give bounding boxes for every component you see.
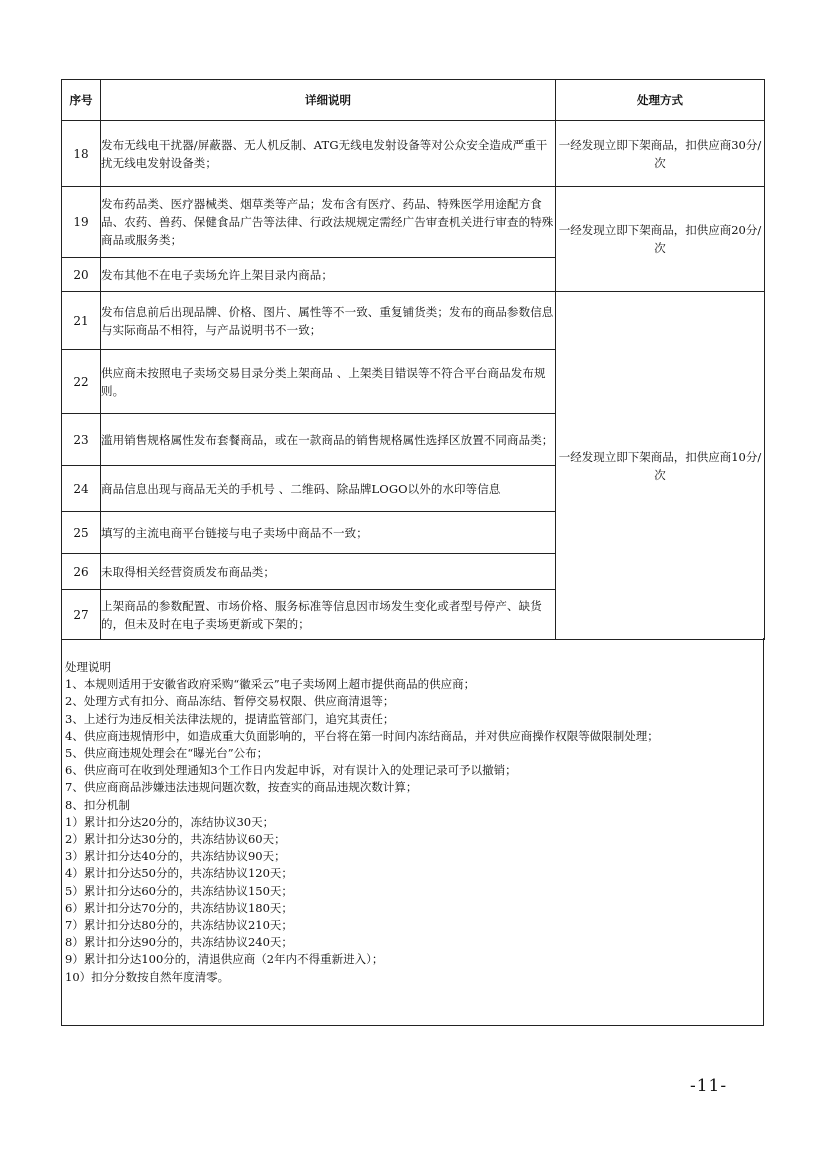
- row-number: 20: [62, 258, 101, 292]
- note-line: 8）累计扣分达90分的，共冻结协议240天；: [65, 935, 293, 950]
- row-description: 滥用销售规格属性发布套餐商品，或在一款商品的销售规格属性选择区放置不同商品类；: [101, 414, 556, 466]
- note-line: 2）累计扣分达30分的，共冻结协议60天；: [65, 832, 286, 847]
- header-treatment: 处理方式: [556, 80, 765, 121]
- row-description: 填写的主流电商平台链接与电子卖场中商品不一致；: [101, 512, 556, 554]
- row-description: 未取得相关经营资质发布商品类；: [101, 554, 556, 590]
- row-number: 19: [62, 187, 101, 258]
- row-description: 商品信息出现与商品无关的手机号 、二维码、除品牌LOGO以外的水印等信息: [101, 466, 556, 512]
- row-number: 22: [62, 350, 101, 414]
- row-description: 发布其他不在电子卖场允许上架目录内商品；: [101, 258, 556, 292]
- note-line: 2、处理方式有扣分、商品冻结、暂停交易权限、供应商清退等；: [65, 694, 395, 709]
- note-line: 10）扣分分数按自然年度清零。: [65, 969, 230, 984]
- header-detail: 详细说明: [101, 80, 556, 121]
- handling-notes: [61, 638, 764, 1026]
- row-number: 25: [62, 512, 101, 554]
- row-description: 上架商品的参数配置、市场价格、服务标准等信息因市场发生变化或者型号停产、缺货的，但未及时在电子卖场更新或下架的；: [101, 590, 556, 640]
- table-row: [62, 292, 765, 350]
- row-number: 24: [62, 466, 101, 512]
- table-row: [62, 187, 765, 258]
- row-number: 23: [62, 414, 101, 466]
- note-line: 9）累计扣分达100分的，清退供应商（2年内不得重新进入）；: [65, 952, 384, 967]
- header-num: 序号: [62, 80, 101, 121]
- note-line: 4、供应商违规情形中，如造成重大负面影响的，平台将在第一时间内冻结商品，并对供应商操作权限等做限制处理；: [65, 728, 659, 743]
- row-description: 供应商未按照电子卖场交易目录分类上架商品 、上架类目错误等不符合平台商品发布规则。: [101, 350, 556, 414]
- note-line: 6）累计扣分达70分的，共冻结协议180天；: [65, 900, 293, 915]
- note-line: 1）累计扣分达20分的，冻结协议30天；: [65, 814, 275, 829]
- note-line: 6、供应商可在收到处理通知3个工作日内发起申诉，对有误计入的处理记录可予以撤销；: [65, 763, 517, 778]
- page-number: -11-: [690, 1076, 728, 1096]
- row-description: 发布信息前后出现品牌、价格、图片、属性等不一致、重复铺货类；发布的商品参数信息与实际商品不相符，与产品说明书不一致；: [101, 292, 556, 350]
- row-number: 26: [62, 554, 101, 590]
- note-line: 5）累计扣分达60分的，共冻结协议150天；: [65, 883, 293, 898]
- note-line: 7）累计扣分达80分的，共冻结协议210天；: [65, 918, 293, 933]
- notes-title: 处理说明: [65, 660, 111, 674]
- row-number: 27: [62, 590, 101, 640]
- note-line: 8、扣分机制: [65, 797, 130, 812]
- note-line: 7、供应商商品涉嫌违法违规问题次数，按查实的商品违规次数计算；: [65, 780, 418, 795]
- table-header-row: [62, 80, 765, 121]
- note-line: 5、供应商违规处理会在“曝光台”公布；: [65, 746, 269, 761]
- row-number: 21: [62, 292, 101, 350]
- row-treatment: 一经发现立即下架商品，扣供应商20分/次: [556, 187, 765, 292]
- note-line: 3、上述行为违反相关法律法规的，提请监管部门，追究其责任；: [65, 711, 395, 726]
- note-line: 4）累计扣分达50分的，共冻结协议120天；: [65, 866, 293, 881]
- row-description: 发布药品类、医疗器械类、烟草类等产品；发布含有医疗、药品、特殊医学用途配方食品、农药、兽药、保健食品广告等法律、行政法规规定需经广告审查机关进行审查的特殊商品或服务类；: [101, 187, 556, 258]
- note-line: 1、本规则适用于安徽省政府采购“徽采云”电子卖场网上超市提供商品的供应商；: [65, 677, 476, 692]
- row-treatment: 一经发现立即下架商品，扣供应商10分/次: [556, 292, 765, 640]
- row-number: 18: [62, 121, 101, 187]
- row-treatment: 一经发现立即下架商品，扣供应商30分/次: [556, 121, 765, 187]
- rules-table: [61, 79, 765, 640]
- table-row: [62, 121, 765, 187]
- note-line: 3）累计扣分达40分的，共冻结协议90天；: [65, 849, 286, 864]
- row-description: 发布无线电干扰器/屏蔽器、无人机反制、ATG无线电发射设备等对公众安全造成严重干扰无线电发射设备类；: [101, 121, 556, 187]
